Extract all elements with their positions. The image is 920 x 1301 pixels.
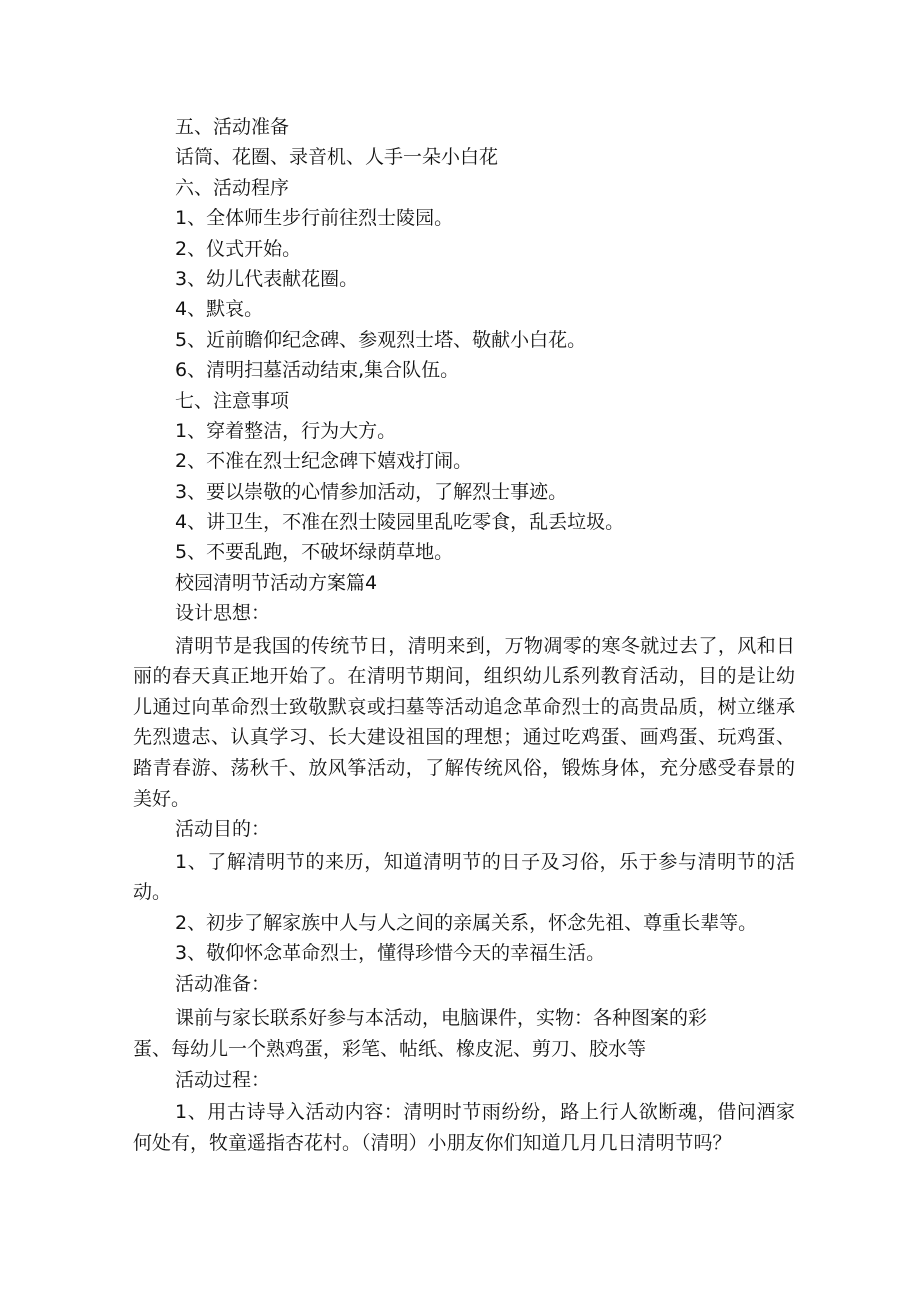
procedure-step-1: 1、全体师生步行前往烈士陵园。: [175, 207, 454, 230]
note-item-2: 2、不准在烈士纪念碑下嬉戏打闹。: [175, 450, 473, 473]
process-label: 活动过程：: [175, 1068, 271, 1091]
goal-item-3: 3、敬仰怀念革命烈士，懂得珍惜今天的幸福生活。: [175, 942, 606, 965]
design-label: 设计思想：: [175, 602, 271, 625]
prep-line-1: 课前与家长联系好参与本活动，电脑课件，实物：各种图案的彩: [175, 1007, 708, 1030]
note-item-1: 1、穿着整洁，行为大方。: [175, 419, 397, 442]
note-item-5: 5、不要乱跑，不破坏绿荫草地。: [175, 541, 454, 564]
procedure-step-6: 6、清明扫墓活动结束,集合队伍。: [175, 359, 460, 382]
section-heading-notes: 七、注意事项: [175, 389, 290, 412]
section-heading-procedure: 六、活动程序: [175, 176, 290, 199]
procedure-step-4: 4、默哀。: [175, 298, 264, 321]
goal-item-2: 2、初步了解家族中人与人之间的亲属关系，怀念先祖、尊重长辈等。: [175, 911, 758, 934]
section-heading-preparation: 五、活动准备: [175, 116, 290, 138]
document-body: [133, 112, 795, 1158]
process-step-1: 1、用古诗导入活动内容：清明时节雨纷纷，路上行人欲断魂，借问酒家何处有，牧童遥指杏花村。（清明）小朋友你们知道几月几日清明节吗？: [133, 1100, 795, 1154]
goal-label: 活动目的：: [175, 818, 271, 841]
goal-item-1: 1、了解清明节的来历，知道清明节的日子及习俗，乐于参与清明节的活动。: [133, 850, 795, 904]
plan-4-title: 校园清明节活动方案篇4: [175, 571, 378, 594]
design-paragraph: 清明节是我国的传统节日，清明来到，万物凋零的寒冬就过去了，风和日丽的春天真正地开始了。在清明节期间，组织幼儿系列教育活动，目的是让幼儿通过向革命烈士致敬默哀或扫墓等活动追念革命烈士的高贵品质，树立继承先烈遗志、认真学习、长大建设祖国的理想；通过吃鸡蛋、画鸡蛋、玩鸡蛋、踏青春游、荡秋千、放风筝活动，了解传统风俗，锻炼身体，充分感受春景的美好。: [133, 634, 795, 810]
procedure-step-2: 2、仪式开始。: [175, 237, 302, 260]
note-item-3: 3、要以崇敬的心情参加活动，了解烈士事迹。: [175, 480, 568, 503]
procedure-step-5: 5、近前瞻仰纪念碑、参观烈士塔、敬献小白花。: [175, 328, 587, 351]
note-item-4: 4、讲卫生，不准在烈士陵园里乱吃零食，乱丢垃圾。: [175, 511, 625, 534]
prep-line-2: 蛋、每幼儿一个熟鸡蛋，彩笔、帖纸、橡皮泥、剪刀、胶水等: [133, 1037, 647, 1060]
prep-label: 活动准备：: [175, 972, 271, 995]
procedure-step-3: 3、幼儿代表献花圈。: [175, 267, 359, 290]
prep-paragraph: [133, 1003, 795, 1064]
preparation-items: 话筒、花圈、录音机、人手一朵小白花: [175, 146, 499, 169]
